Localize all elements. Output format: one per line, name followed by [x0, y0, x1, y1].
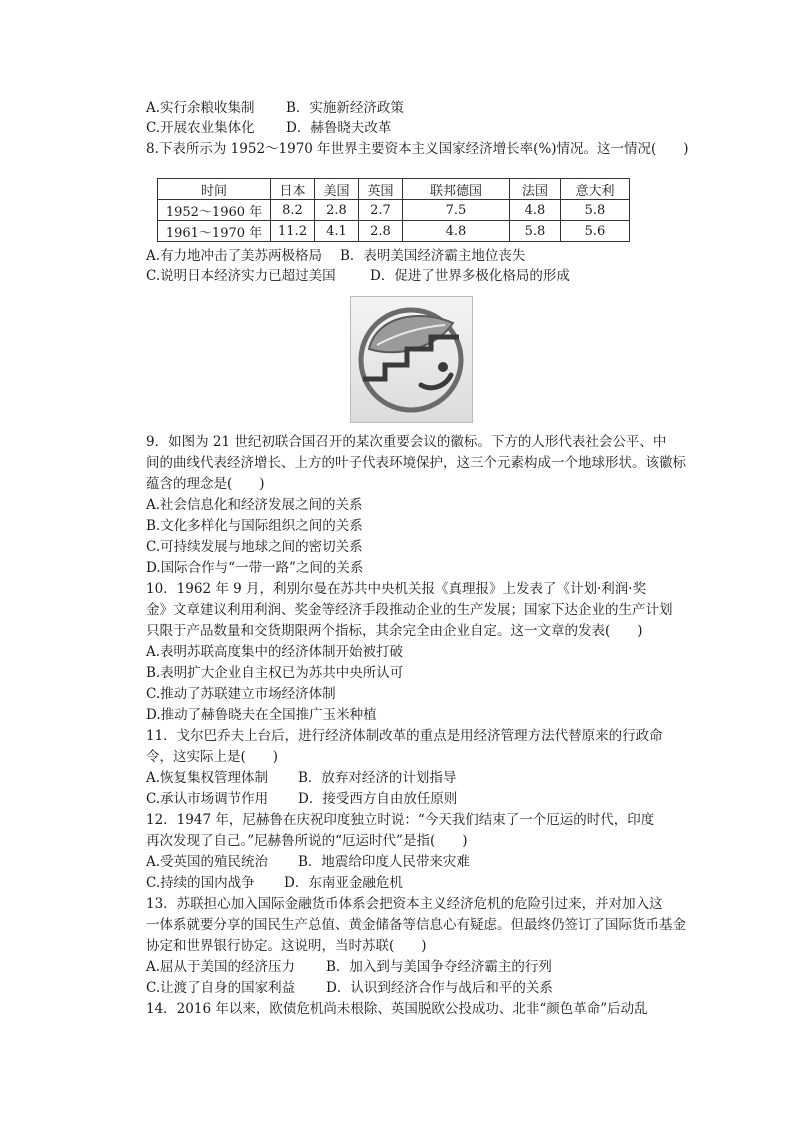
q7-options-row-1: [146, 98, 404, 118]
q9-option-d: D.国际合作与“一带一路”之间的关系: [146, 560, 364, 576]
q13-stem-line-2: 一体系就要分享的国民生产总值、黄金储备等信息心有疑虑。但最终仍签订了国际货币基金: [146, 917, 686, 933]
q7-option-d: D．赫鲁晓夫改革: [286, 120, 392, 136]
q12-options-row-2: [146, 873, 403, 893]
q9-option-b: B.文化多样化与国际组织之间的关系: [146, 518, 363, 534]
q11-option-b: B．放弃对经济的计划指导: [298, 770, 457, 786]
q12-option-c: C.持续的国内战争: [146, 875, 255, 891]
q11-stem-line-2: 令，这实际上是( ): [146, 749, 279, 765]
q10-option-a: A.表明苏联高度集中的经济体制开始被打破: [146, 644, 404, 660]
q11-options-row-1: [146, 768, 456, 788]
table-cell: 4.8: [510, 200, 561, 221]
q8-option-a: A.有力地冲击了美苏两极格局: [146, 248, 323, 264]
q13-option-a: A.屈从于美国的经济压力: [146, 959, 296, 975]
q13-stem-line-1: 13．苏联担心加入国际金融货币体系会把资本主义经济危机的危险引过来，并对加入这: [146, 896, 663, 912]
table-header-cell: 意大利: [561, 179, 630, 200]
q7-option-a: A.实行余粮收集制: [146, 100, 255, 116]
q7-option-b: B．实施新经济政策: [286, 100, 404, 116]
q9-stem-line-3: 蕴含的理念是( ): [146, 476, 265, 492]
table-header-cell: 美国: [315, 179, 359, 200]
q13-option-d: D．认识到经济合作与战后和平的关系: [326, 980, 553, 996]
q8-stem: 8.下表所示为 1952～1970 年世界主要资本主义国家经济增长率(%)情况。这一情况( ): [146, 141, 689, 157]
q9-option-c: C.可持续发展与地球之间的密切关系: [146, 539, 363, 555]
table-header-cell: 日本: [271, 179, 315, 200]
conference-emblem: [350, 296, 473, 423]
q12-option-d: D．东南亚金融危机: [284, 875, 403, 891]
q14-stem-line-1: 14．2016 年以来，欧债危机尚未根除、英国脱欧公投成功、北非“颜色革命”后动乱: [146, 1001, 648, 1017]
q13-options-row-2: [146, 978, 553, 998]
q8-option-c: C.说明日本经济实力已超过美国: [146, 268, 336, 284]
q10-stem-line-3: 只限于产品数量和交货期限两个指标，其余完全由企业自定。这一文章的发表( ): [146, 623, 643, 639]
q11-option-c: C.承认市场调节作用: [146, 791, 269, 807]
q13-option-b: B．加入到与美国争夺经济霸主的行列: [326, 959, 552, 975]
table-cell: 2.8: [359, 221, 403, 242]
q10-option-d: D.推动了赫鲁晓夫在全国推广玉米种植: [146, 707, 377, 723]
q8-option-b: B．表明美国经济霸主地位丧失: [340, 248, 526, 264]
q11-option-a: A.恢复集权管理体制: [146, 770, 269, 786]
table-cell: 5.8: [561, 200, 630, 221]
table-header-cell: 法国: [510, 179, 561, 200]
table-header-cell: 英国: [359, 179, 403, 200]
q7-option-c: C.开展农业集体化: [146, 120, 255, 136]
q12-options-row-1: [146, 852, 470, 872]
q9-option-a: A.社会信息化和经济发展之间的关系: [146, 497, 363, 513]
q11-option-d: D．接受西方自由放任原则: [298, 791, 458, 807]
q10-stem-line-2: 金》文章建议利用利润、奖金等经济手段推动企业的生产发展；国家下达企业的生产计划: [146, 602, 673, 618]
q12-option-a: A.受英国的殖民统治: [146, 854, 269, 870]
q8-options-row-2: [146, 266, 570, 286]
table-cell: 2.7: [359, 200, 403, 221]
q13-stem-line-3: 协定和世界银行协定。这说明，当时苏联( ): [146, 938, 427, 954]
q7-options-row-2: [146, 118, 391, 138]
table-cell: 5.8: [510, 221, 561, 242]
q13-option-c: C.让渡了自身的国家利益: [146, 980, 296, 996]
table-header-row: [158, 179, 630, 200]
table-cell: 11.2: [271, 221, 315, 242]
q12-stem-line-1: 12．1947 年，尼赫鲁在庆祝印度独立时说：“今天我们结束了一个厄运的时代，印度: [146, 812, 655, 828]
table-cell: 7.5: [403, 200, 510, 221]
q12-stem-line-2: 再次发现了自己。”尼赫鲁所说的“厄运时代”是指( ): [146, 833, 468, 849]
table-header-cell: 联邦德国: [403, 179, 510, 200]
q12-option-b: B．地震给印度人民带来灾难: [298, 854, 470, 870]
table-header-cell: 时间: [158, 179, 271, 200]
sustainable-development-logo-icon: [351, 297, 472, 422]
table-cell: 8.2: [271, 200, 315, 221]
table-row: [158, 221, 630, 242]
table-cell: 2.8: [315, 200, 359, 221]
q10-stem-line-1: 10．1962 年 9 月，利别尔曼在苏共中央机关报《真理报》上发表了《计划·利润·奖: [146, 581, 647, 597]
table-cell: 5.6: [561, 221, 630, 242]
q8-option-d: D．促进了世界多极化格局的形成: [370, 268, 570, 284]
q11-stem-line-1: 11．戈尔巴乔夫上台后，进行经济体制改革的重点是用经济管理方法代替原来的行政命: [146, 728, 663, 744]
table-row: [158, 200, 630, 221]
q9-stem-line-2: 间的曲线代表经济增长、上方的叶子代表环境保护，这三个元素构成一个地球形状。该徽标: [146, 455, 686, 471]
table-cell: 1961～1970 年: [158, 221, 271, 242]
growth-rate-table: [157, 178, 630, 242]
table-cell: 4.1: [315, 221, 359, 242]
table-cell: 4.8: [403, 221, 510, 242]
q8-options-row-1: [146, 246, 525, 266]
q9-stem-line-1: 9．如图为 21 世纪初联合国召开的某次重要会议的徽标。下方的人形代表社会公平、中: [146, 434, 667, 450]
table-cell: 1952～1960 年: [158, 200, 271, 221]
q10-option-b: B.表明扩大企业自主权已为苏共中央所认可: [146, 665, 404, 681]
q13-options-row-1: [146, 957, 552, 977]
q10-option-c: C.推动了苏联建立市场经济体制: [146, 686, 336, 702]
q11-options-row-2: [146, 789, 457, 809]
